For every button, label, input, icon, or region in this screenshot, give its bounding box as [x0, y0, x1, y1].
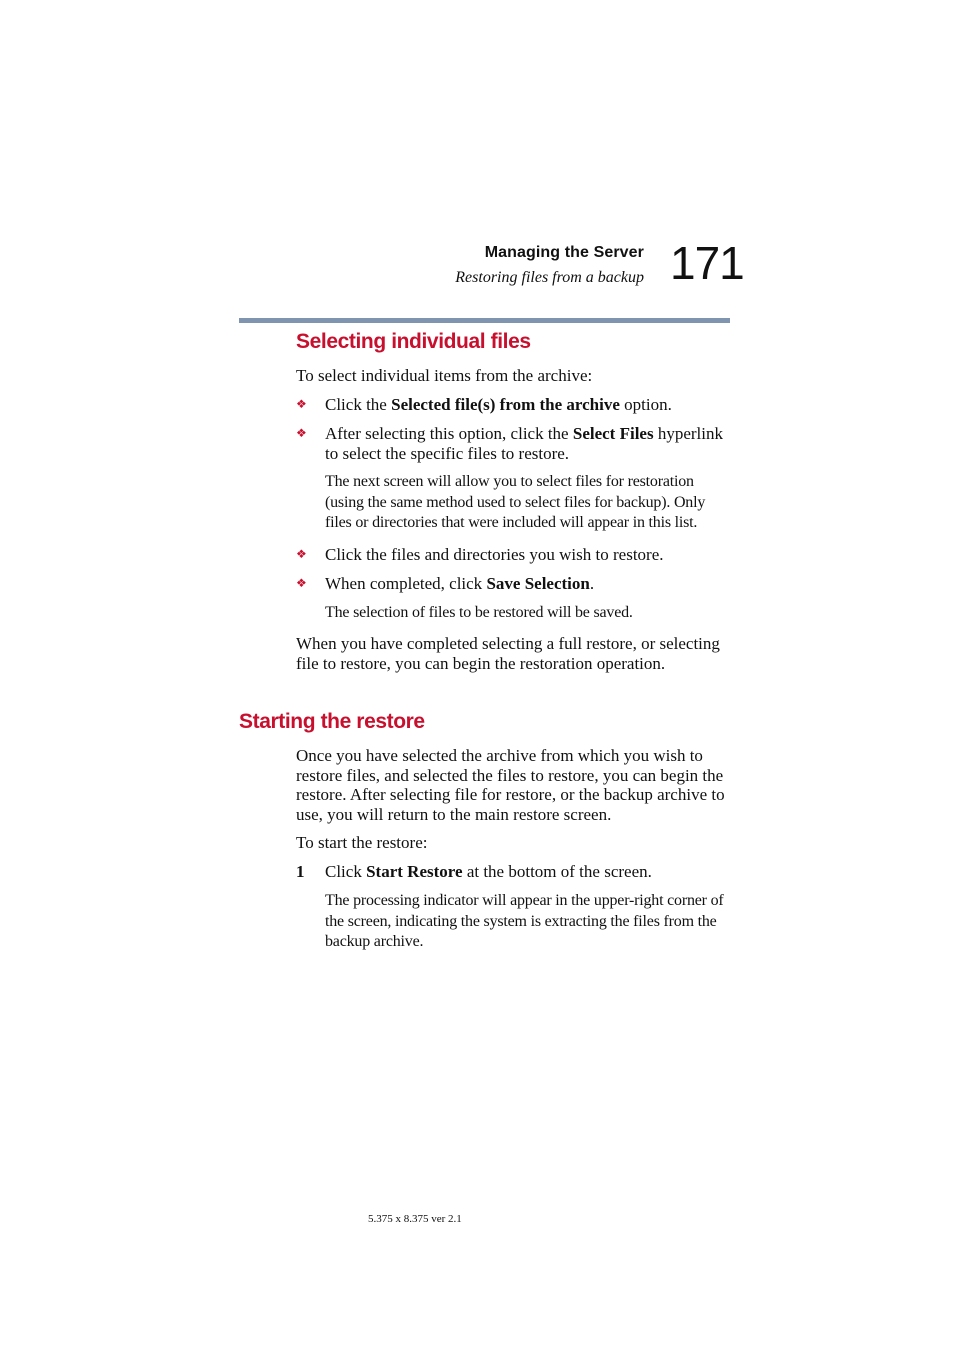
print-footer: 5.375 x 8.375 ver 2.1	[368, 1213, 462, 1225]
running-header-section: Restoring files from a backup	[455, 269, 644, 286]
running-header-chapter: Managing the Server	[484, 244, 644, 261]
diamond-bullet-icon: ❖	[296, 547, 307, 561]
note-paragraph: The next screen will allow you to select files for restoration (using the same method used to select files for backup). Only files or directories that were included will appear in this list.	[325, 473, 706, 531]
body-paragraph: To start the restore:	[296, 833, 428, 852]
diamond-bullet-icon: ❖	[296, 576, 307, 590]
body-paragraph: Once you have selected the archive from which you wish to restore files, and selected the files to restore, you can begin the restore. After selecting file for restore, or the backup archive to use, you will return to the main restore screen.	[296, 746, 725, 824]
diamond-bullet-icon: ❖	[296, 426, 307, 440]
section-heading-starting-restore: Starting the restore	[239, 710, 425, 733]
note-paragraph: The processing indicator will appear in the upper-right corner of the screen, indicating the system is extracting the files from the backup archive.	[325, 892, 724, 950]
note-paragraph: The selection of files to be restored will be saved.	[325, 604, 633, 621]
section-heading-selecting-files: Selecting individual files	[296, 330, 531, 353]
step-number: 1	[296, 862, 305, 881]
page-number: 171	[670, 237, 744, 289]
closing-paragraph: When you have completed selecting a full restore, or selecting file to restore, you can begin the restoration operation.	[296, 634, 720, 673]
section-divider-rule	[239, 318, 730, 323]
diamond-bullet-icon: ❖	[296, 397, 307, 411]
intro-paragraph: To select individual items from the archive:	[296, 366, 593, 385]
